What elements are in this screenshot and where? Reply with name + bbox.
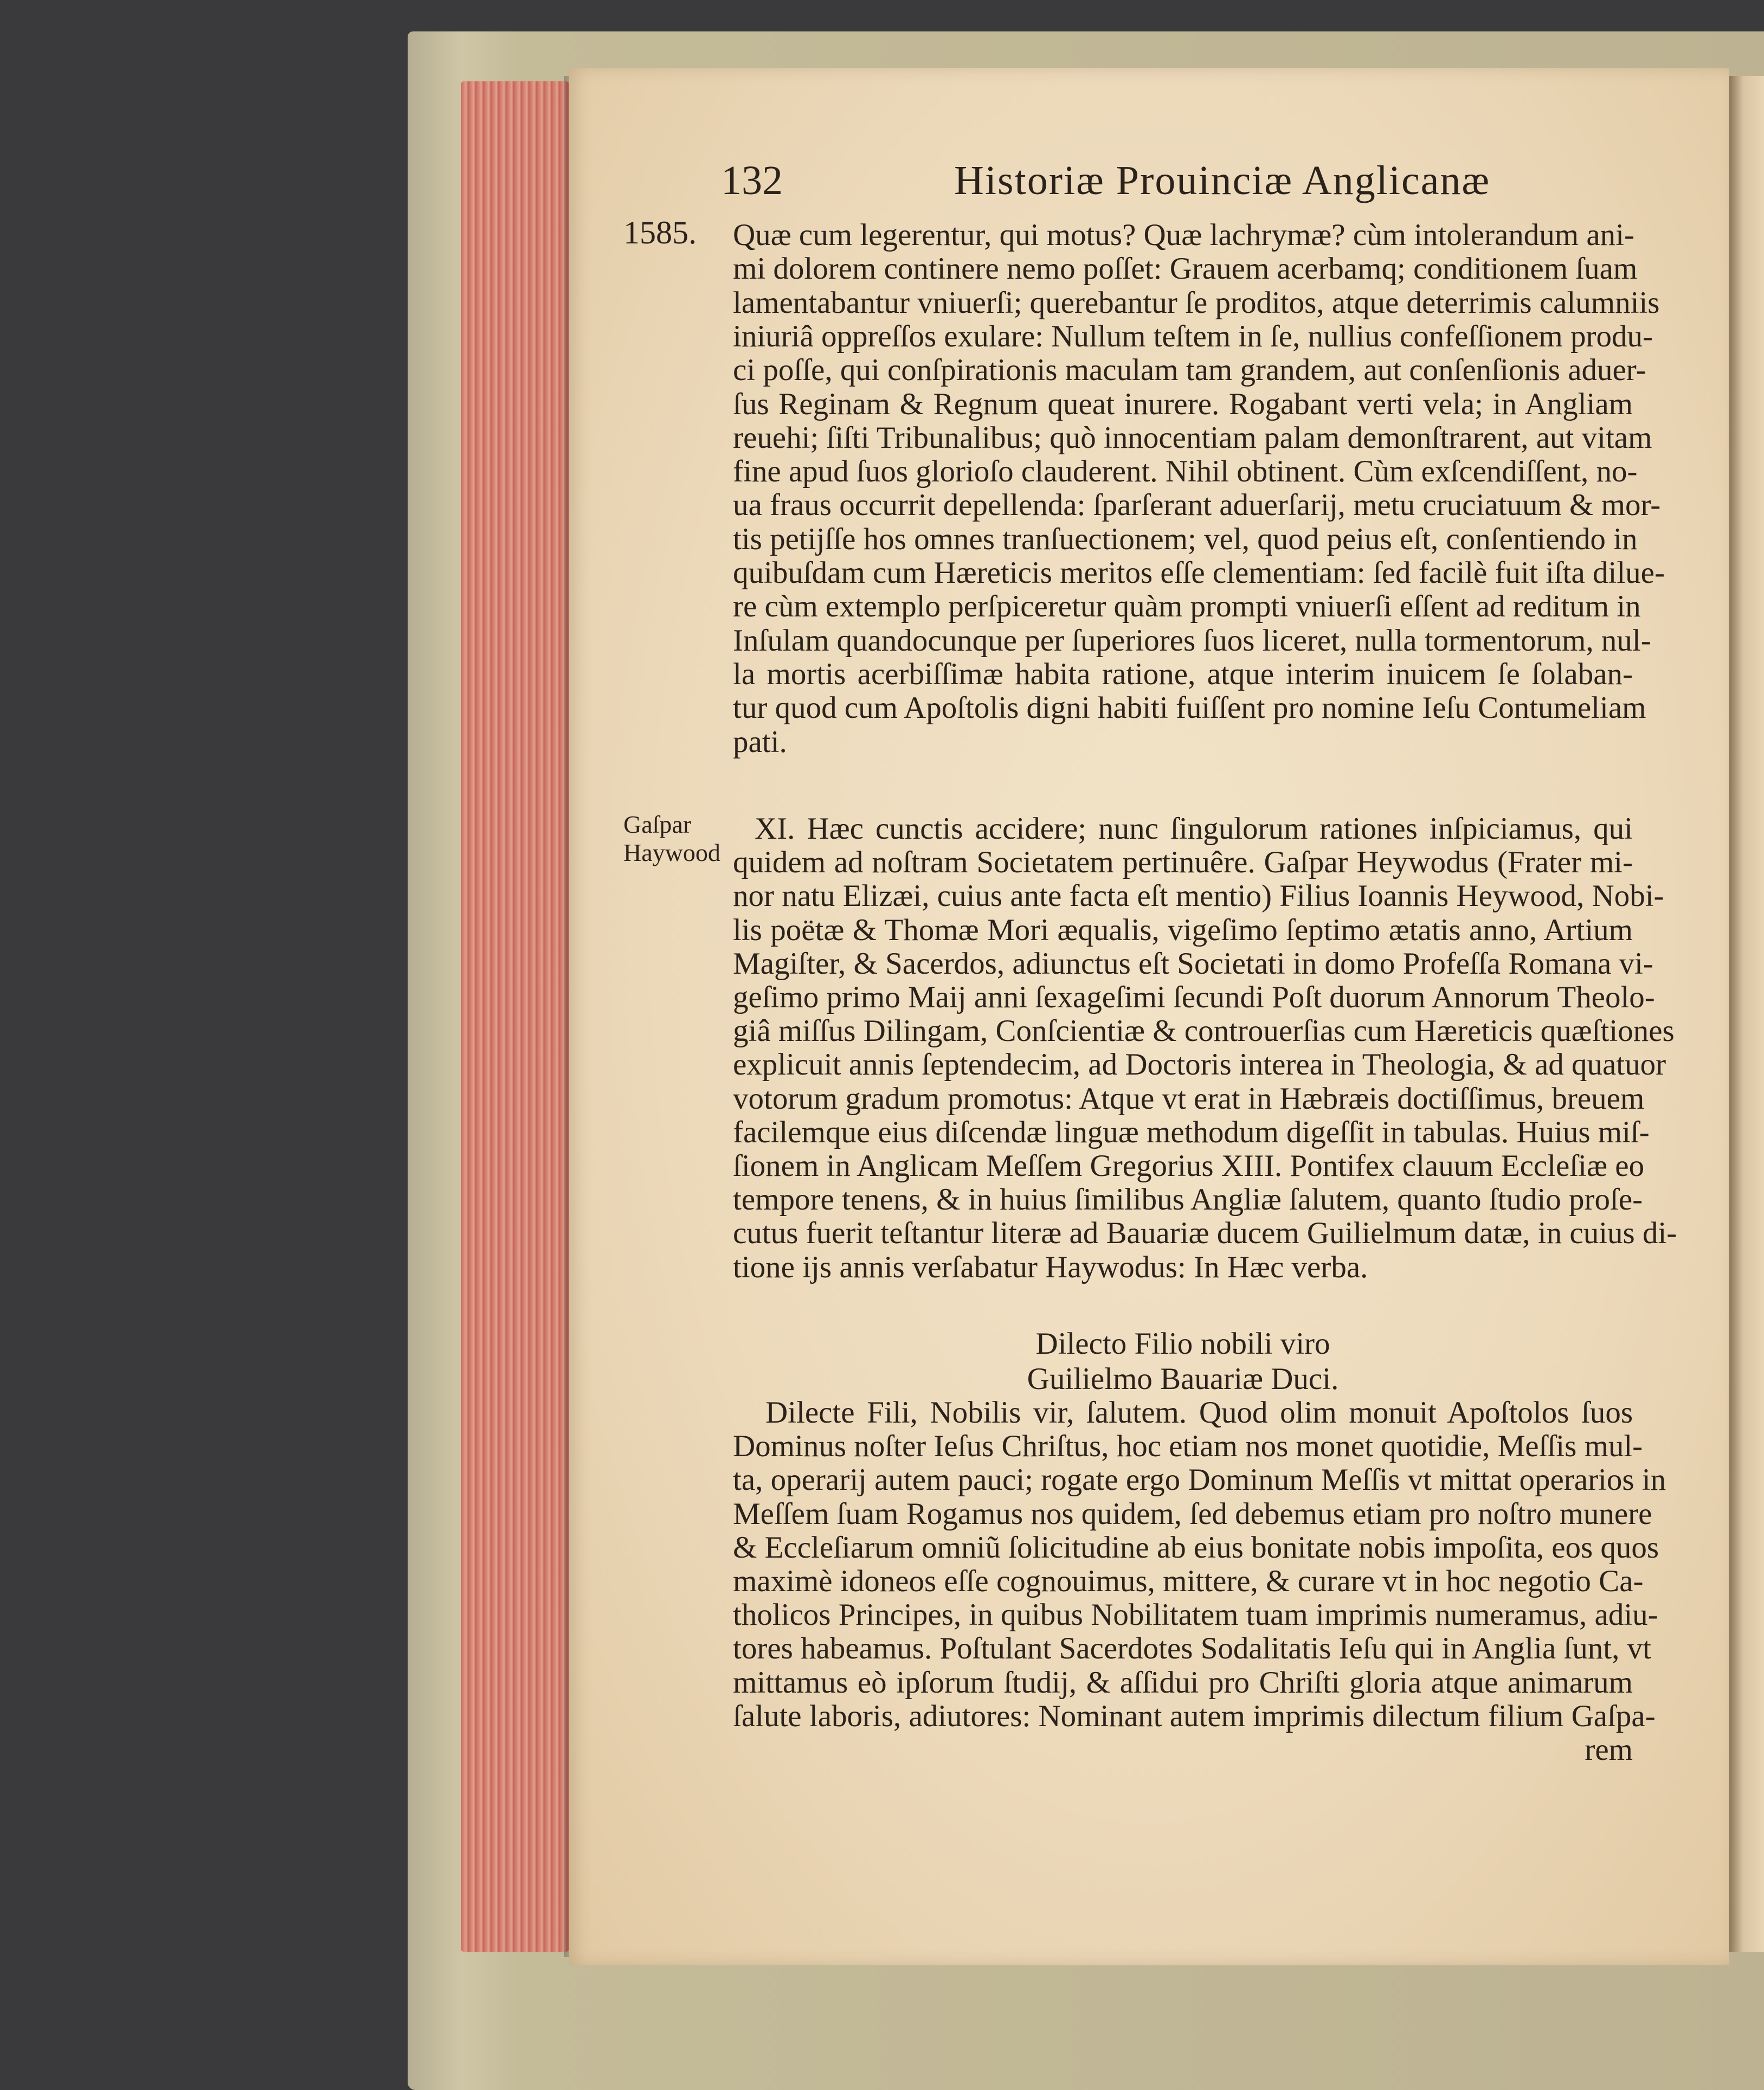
- text-line: Dilecto Filio nobili viro: [1035, 1327, 1330, 1361]
- text-line: geſimo primo Maij anni ſexageſimi ſecundi Poſt duorum Annorum Theolo-: [733, 980, 1655, 1014]
- text-line: mi dolorem continere nemo poſſet: Grauem acerbamq; conditionem ſuam: [733, 252, 1638, 286]
- text-line: ſalute laboris, adiutores: Nominant autem imprimis dilectum filium Gaſpa-: [733, 1699, 1656, 1733]
- text-line: tis petijſſe hos omnes tranſuectionem; vel, quod peius eſt, conſentiendo in: [733, 522, 1638, 556]
- text-line: Magiſter, & Sacerdos, adiunctus eſt Societati in domo Profeſſa Romana vi-: [733, 946, 1653, 981]
- text-line: ſus Reginam & Regnum queat inurere. Rogabant verti vela; in Angliam: [733, 387, 1633, 421]
- text-line: Dilecte Fili, Nobilis vir, ſalutem. Quod olim monuit Apoſtolos ſuos: [765, 1396, 1633, 1430]
- marginal-note-surname: Haywood: [623, 839, 720, 866]
- text-line: Dominus noſter Ieſus Chriſtus, hoc etiam nos monet quotidie, Meſſis mul-: [733, 1429, 1643, 1464]
- text-line: ua fraus occurrit depellenda: ſparſerant aduerſarij, metu cruciatuum & mor-: [733, 488, 1661, 523]
- text-line: lamentabantur vniuerſi; querebantur ſe proditos, atque deterrimis calumniis: [733, 285, 1660, 320]
- text-line: nor natu Elizæi, cuius ante facta eſt mentio) Filius Ioannis Heywood, Nobi-: [733, 879, 1664, 914]
- text-line: tores habeamus. Poſtulant Sacerdotes Sodalitatis Ieſu qui in Anglia ſunt, vt: [733, 1631, 1651, 1666]
- text-line: Guilielmo Bauariæ Duci.: [1027, 1362, 1339, 1396]
- text-line: tur quod cum Apoſtolis digni habiti fuiſſent pro nomine Ieſu Contumeliam: [733, 691, 1646, 725]
- page-number: 132: [721, 158, 783, 203]
- margin-year: 1585.: [623, 215, 697, 250]
- text-line: & Eccleſiarum omniũ ſolicitudine ab eius bonitate nobis impoſita, eos quos: [733, 1530, 1659, 1565]
- text-line: Meſſem ſuam Rogamus nos quidem, ſed debemus etiam pro noſtro munere: [733, 1496, 1652, 1531]
- text-line: tholicos Principes, in quibus Nobilitatem tuam imprimis numeramus, adiu-: [733, 1598, 1658, 1632]
- text-line: quidem ad noſtram Societatem pertinuêre. Gaſpar Heywodus (Frater mi-: [733, 845, 1633, 880]
- running-title: Historiæ Prouinciæ Anglicanæ: [954, 158, 1491, 203]
- text-line: mittamus eò ipſorum ſtudij, & aſſidui pro Chriſti gloria atque animarum: [733, 1665, 1633, 1700]
- text-line: pati.: [733, 724, 787, 759]
- text-line: tione ijs annis verſabatur Haywodus: In Hæc verba.: [733, 1250, 1368, 1284]
- marginal-note-name: Gaſpar: [623, 811, 692, 838]
- text-line: tempore tenens, & in huius ſimilibus Angliæ ſalutem, quanto ſtudio proſe-: [733, 1182, 1643, 1217]
- text-line: ci poſſe, qui conſpirationis maculam tam grandem, aut conſenſionis aduer-: [733, 353, 1646, 388]
- text-line: re cùm extemplo perſpiceretur quàm prompti vniuerſi eſſent ad reditum in: [733, 589, 1641, 624]
- page-fore-edge: [461, 81, 569, 1952]
- text-line: facilemque eius diſcendæ linguæ methodum digeſſit in tabulas. Huius miſ-: [733, 1115, 1650, 1149]
- text-line: cutus fuerit teſtantur literæ ad Bauariæ ducem Guilielmum datæ, in cuius di-: [733, 1216, 1677, 1251]
- text-line: explicuit annis ſeptendecim, ad Doctoris interea in Theologia, & ad quatuor: [733, 1047, 1666, 1082]
- text-line: Inſulam quandocunque per ſuperiores ſuos liceret, nulla tormentorum, nul-: [733, 623, 1651, 658]
- text-line: reuehi; ſiſti Tribunalibus; quò innocentiam palam demonſtrarent, aut vitam: [733, 420, 1652, 455]
- text-line: XI. Hæc cunctis accidere; nunc ſingulorum rationes inſpiciamus, qui: [755, 812, 1633, 846]
- text-line: rem: [1585, 1733, 1633, 1767]
- text-line: maximè idoneos eſſe cognouimus, mittere, & curare vt in hoc negotio Ca-: [733, 1564, 1644, 1598]
- text-line: fine apud ſuos glorioſo clauderent. Nihil obtinent. Cùm exſcendiſſent, no-: [733, 454, 1638, 489]
- text-line: quibuſdam cum Hæreticis meritos eſſe clementiam: ſed facilè fuit iſta dilue-: [733, 556, 1665, 590]
- text-line: iniuriâ oppreſſos exulare: Nullum teſtem in ſe, nullius confeſſionem produ-: [733, 319, 1653, 353]
- text-line: la mortis acerbiſſimæ habita ratione, atque interim inuicem ſe ſolaban-: [733, 657, 1633, 691]
- text-line: ta, operarij autem pauci; rogate ergo Dominum Meſſis vt mittat operarios in: [733, 1463, 1666, 1497]
- text-line: votorum gradum promotus: Atque vt erat in Hæbræis doctiſſimus, breuem: [733, 1081, 1645, 1116]
- text-line: lis poëtæ & Thomæ Mori æqualis, vigeſimo ſeptimo ætatis anno, Artium: [733, 912, 1633, 947]
- text-line: giâ miſſus Dilingam, Conſcientiæ & controuerſias cum Hæreticis quæſtiones: [733, 1014, 1675, 1049]
- text-line: ſionem in Anglicam Meſſem Gregorius XIII. Pontifex clauum Eccleſiæ eo: [733, 1149, 1645, 1183]
- next-page-gutter: [1729, 76, 1764, 1952]
- text-line: Quæ cum legerentur, qui motus? Quæ lachrymæ? cùm intolerandum ani-: [733, 218, 1634, 252]
